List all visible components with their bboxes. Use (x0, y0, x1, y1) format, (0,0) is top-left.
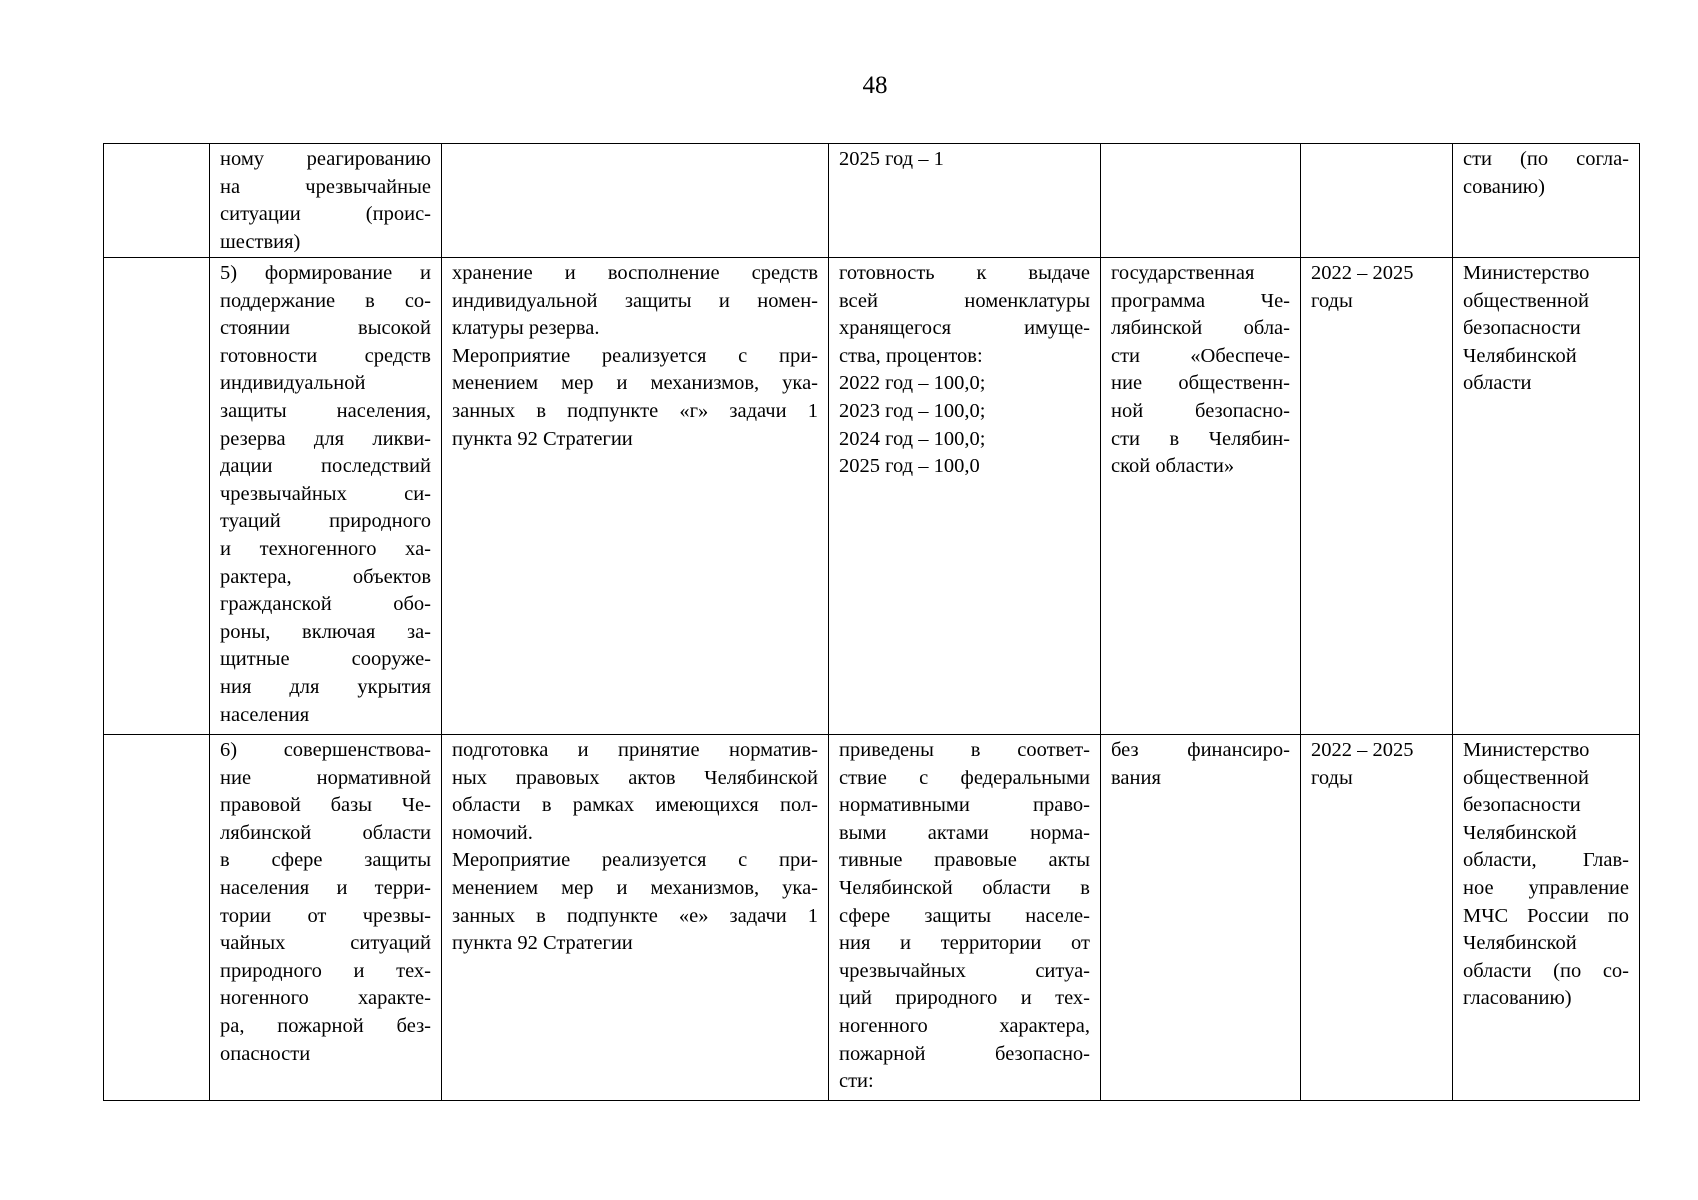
cell-text-line: тивные правовые акты (839, 849, 1090, 872)
row-1-executor-cell (1453, 144, 1640, 258)
row-3-task-cell (210, 735, 442, 1101)
table-row (104, 735, 1640, 1101)
row-1-indicator-cell (829, 144, 1101, 258)
cell-text-line: ние общественн- (1111, 372, 1290, 395)
cell-text-line: резерва для ликви- (220, 427, 431, 450)
cell-text-line: лябинской области (220, 821, 431, 844)
row-2-measure-cell (442, 258, 829, 735)
cell-text-line: Челябинской (1463, 932, 1577, 955)
cell-text-line: сти в Челябин- (1111, 427, 1290, 450)
row-1-funding-cell (1101, 144, 1301, 258)
cell-text-line: клатуры резерва. (452, 317, 600, 340)
cell-text-line: области в рамках имеющихся пол- (452, 794, 818, 817)
cell-text-line: вания (1111, 766, 1161, 789)
cell-text-line: безопасности (1463, 317, 1581, 340)
row-3-indicator-cell (829, 735, 1101, 1101)
cell-text-line: населения (220, 703, 310, 726)
cell-text-line: сти: (839, 1070, 874, 1093)
row-2-executor-cell (1453, 258, 1640, 735)
cell-text-line: населения и терри- (220, 876, 431, 899)
cell-text-line: рактера, объектов (220, 565, 431, 588)
cell-text-line: Мероприятие реализуется с при- (452, 344, 818, 367)
cell-text-line: менением мер и механизмов, ука- (452, 876, 818, 899)
row-2-indicator-cell (829, 258, 1101, 735)
row-3-period-cell (1301, 735, 1453, 1101)
cell-text-line: поддержание в со- (220, 289, 431, 312)
cell-text-line: Министерство (1463, 739, 1590, 761)
cell-text-line: щитные сооруже- (220, 648, 431, 671)
cell-text-line: лябинской обла- (1111, 317, 1290, 340)
cell-text-line: выми актами норма- (839, 821, 1090, 844)
cell-text-line: 6) совершенствова- (220, 739, 431, 761)
row-3-number-cell (104, 735, 210, 1101)
cell-text-line: ному реагированию (220, 148, 431, 170)
cell-text-line: общественной (1463, 289, 1589, 312)
cell-text-line: чайных ситуаций (220, 932, 431, 955)
cell-text-line: правовой базы Че- (220, 794, 431, 817)
cell-text-line: программа Че- (1111, 289, 1290, 312)
cell-text-line: Мероприятие реализуется с при- (452, 849, 818, 872)
cell-text-line: государственная (1111, 262, 1255, 284)
cell-text-line: 2025 год – 100,0 (839, 455, 980, 478)
cell-text-line: шествия) (220, 230, 301, 253)
table-row (104, 258, 1640, 735)
page-number: 48 (862, 72, 888, 99)
cell-text-line: 2024 год – 100,0; (839, 427, 986, 450)
row-1-task-cell (210, 144, 442, 258)
cell-text-line: ногенного характе- (220, 987, 431, 1010)
cell-text-line: ния и территории от (839, 932, 1090, 955)
cell-text-line: области, Глав- (1463, 849, 1629, 872)
row-3-measure-cell (442, 735, 829, 1101)
cell-text-line: природного и тех- (220, 959, 431, 982)
cell-text-line: годы (1311, 766, 1353, 789)
cell-text-line: пункта 92 Стратегии (452, 427, 633, 450)
cell-text-line: МЧС России по (1463, 904, 1629, 927)
cell-text-line: общественной (1463, 766, 1589, 789)
cell-text-line: ствие с федеральными (839, 766, 1090, 789)
cell-text-line: занных в подпункте «г» задачи 1 (452, 399, 818, 422)
cell-text-line: гласованию) (1463, 987, 1572, 1010)
table-row (104, 144, 1640, 258)
cell-text-line: ное управление (1463, 876, 1629, 899)
cell-text-line: ра, пожарной без- (220, 1014, 431, 1037)
cell-text-line: без финансиро- (1111, 739, 1290, 761)
cell-text-line: хранение и восполнение средств (452, 262, 818, 284)
cell-text-line: ства, процентов: (839, 344, 983, 367)
cell-text-line: занных в подпункте «е» задачи 1 (452, 904, 818, 927)
cell-text-line: пожарной безопасно- (839, 1042, 1090, 1065)
measures-table (103, 143, 1640, 1101)
cell-text-line: ногенного характера, (839, 1014, 1090, 1037)
cell-text-line: менением мер и механизмов, ука- (452, 372, 818, 395)
cell-text-line: ние нормативной (220, 766, 431, 789)
row-1-period-cell (1301, 144, 1453, 258)
cell-text-line: индивидуальной защиты и номен- (452, 289, 818, 312)
cell-text-line: индивидуальной (220, 372, 366, 395)
cell-text-line: 2025 год – 1 (839, 148, 944, 170)
row-1-number-cell (104, 144, 210, 258)
cell-text-line: чрезвычайных си- (220, 482, 431, 505)
cell-text-line: ций природного и тех- (839, 987, 1090, 1010)
cell-text-line: области (1463, 372, 1532, 395)
row-2-task-cell (210, 258, 442, 735)
cell-text-line: ской области» (1111, 455, 1235, 478)
row-2-period-cell (1301, 258, 1453, 735)
cell-text-line: опасности (220, 1042, 311, 1065)
cell-text-line: пункта 92 Стратегии (452, 932, 633, 955)
cell-text-line: приведены в соответ- (839, 739, 1090, 761)
cell-text-line: области (по со- (1463, 959, 1629, 982)
row-2-number-cell (104, 258, 210, 735)
row-3-executor-cell (1453, 735, 1640, 1101)
cell-text-line: на чрезвычайные (220, 175, 431, 198)
cell-text-line: стоянии высокой (220, 317, 431, 340)
cell-text-line: чрезвычайных ситуа- (839, 959, 1090, 982)
cell-text-line: туаций природного (220, 510, 431, 533)
cell-text-line: 2023 год – 100,0; (839, 399, 986, 422)
cell-text-line: 2022 год – 100,0; (839, 372, 986, 395)
cell-text-line: ния для укрытия (220, 675, 431, 698)
cell-text-line: номочий. (452, 821, 533, 844)
cell-text-line: готовность к выдаче (839, 262, 1090, 284)
cell-text-line: тории от чрезвы- (220, 904, 431, 927)
cell-text-line: ной безопасно- (1111, 399, 1290, 422)
cell-text-line: в сфере защиты (220, 849, 431, 872)
row-2-funding-cell (1101, 258, 1301, 735)
cell-text-line: 5) формирование и (220, 262, 431, 284)
cell-text-line: и техногенного ха- (220, 537, 431, 560)
cell-text-line: Челябинской (1463, 344, 1577, 367)
row-1-measure-cell (442, 144, 829, 258)
cell-text-line: 2022 – 2025 (1311, 739, 1414, 761)
cell-text-line: ситуации (проис- (220, 203, 431, 226)
cell-text-line: роны, включая за- (220, 620, 431, 643)
cell-text-line: сти (по согла- (1463, 148, 1629, 170)
cell-text-line: дации последствий (220, 455, 431, 478)
cell-text-line: подготовка и принятие норматив- (452, 739, 818, 761)
cell-text-line: сфере защиты населе- (839, 904, 1090, 927)
cell-text-line: всей номенклатуры (839, 289, 1090, 312)
row-3-funding-cell (1101, 735, 1301, 1101)
cell-text-line: годы (1311, 289, 1353, 312)
cell-text-line: сти «Обеспече- (1111, 344, 1290, 367)
cell-text-line: Министерство (1463, 262, 1590, 284)
cell-text-line: нормативными право- (839, 794, 1090, 817)
cell-text-line: сованию) (1463, 175, 1545, 198)
cell-text-line: Челябинской области в (839, 876, 1090, 899)
cell-text-line: 2022 – 2025 (1311, 262, 1414, 284)
cell-text-line: защиты населения, (220, 399, 431, 422)
cell-text-line: готовности средств (220, 344, 431, 367)
cell-text-line: хранящегося имуще- (839, 317, 1090, 340)
cell-text-line: Челябинской (1463, 821, 1577, 844)
cell-text-line: безопасности (1463, 794, 1581, 817)
cell-text-line: ных правовых актов Челябинской (452, 766, 818, 789)
cell-text-line: гражданской обо- (220, 593, 431, 616)
